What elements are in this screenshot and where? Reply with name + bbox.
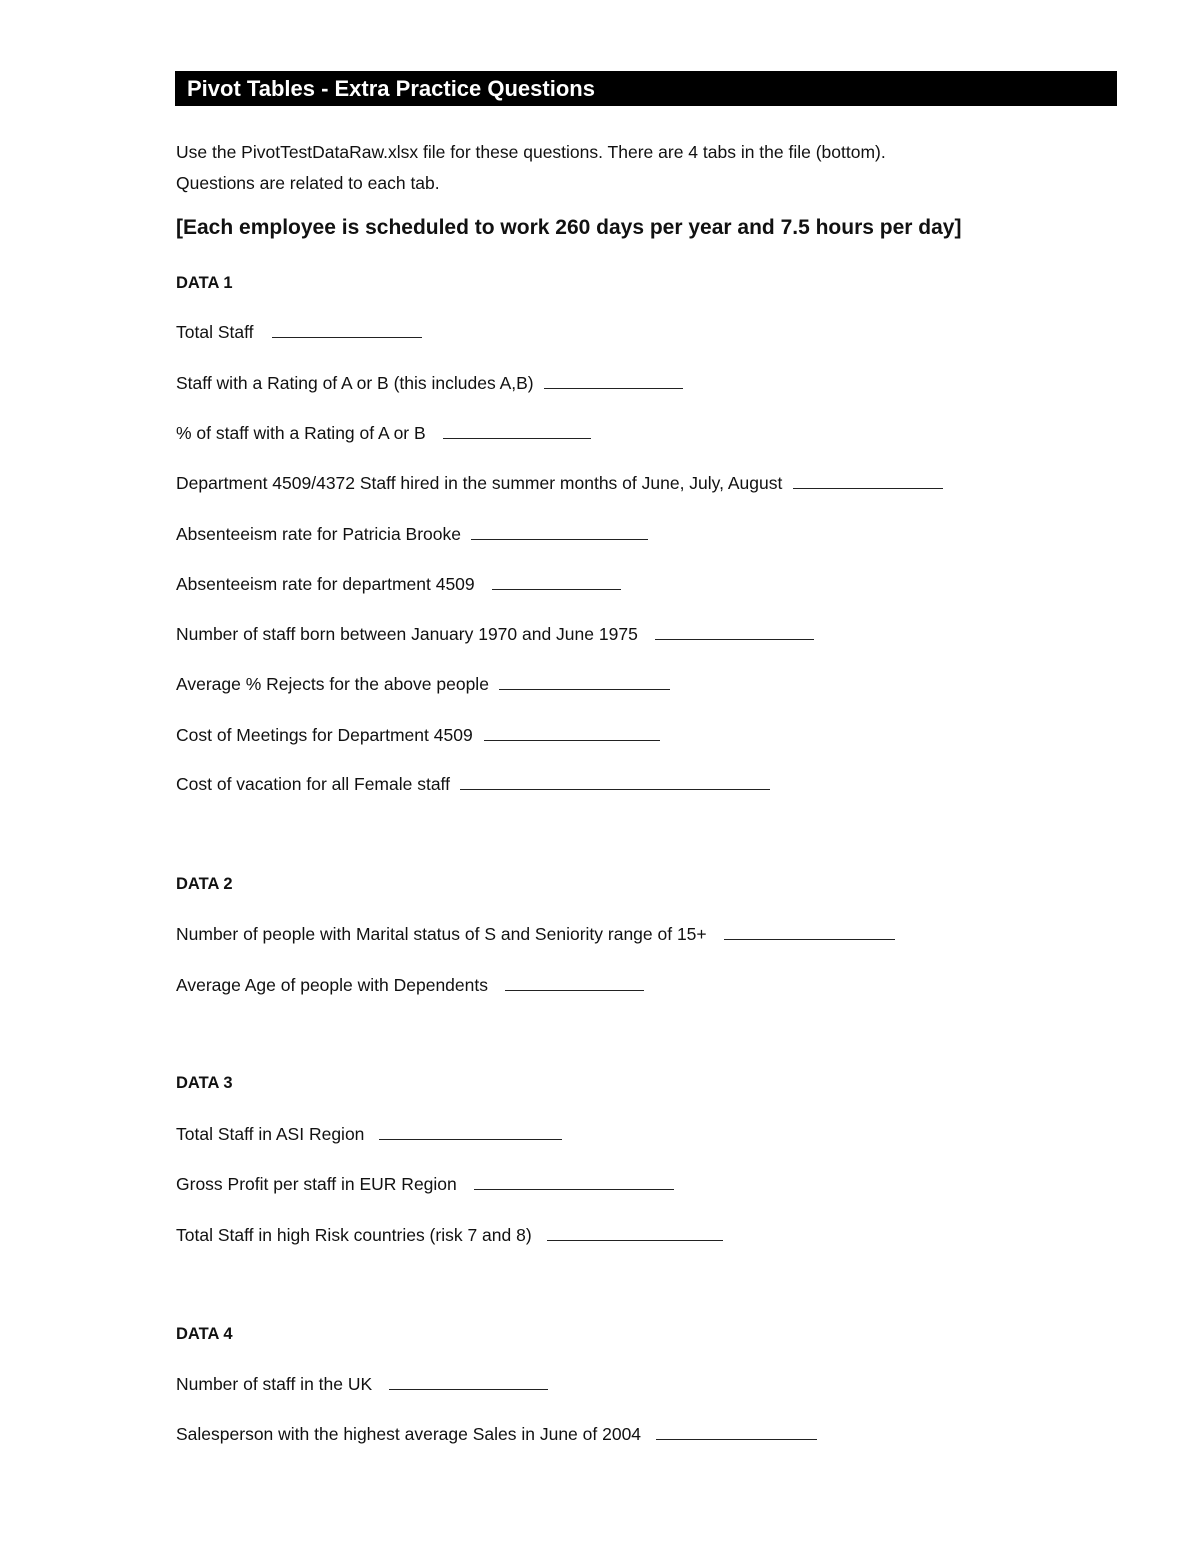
answer-blank[interactable] [443, 422, 591, 439]
section-heading-data-3: DATA 3 [176, 1074, 233, 1092]
question-label: Salesperson with the highest average Sales in June of 2004 [176, 1424, 642, 1444]
question-label: Total Staff in high Risk countries (risk 7 and 8) [176, 1225, 532, 1245]
question-staff-uk [176, 1373, 548, 1395]
page-title: Pivot Tables - Extra Practice Questions [175, 71, 1117, 106]
answer-blank[interactable] [460, 773, 770, 790]
question-marital-seniority [176, 923, 895, 945]
question-born-between [176, 623, 814, 645]
answer-blank[interactable] [793, 472, 943, 489]
question-average-age [176, 974, 644, 996]
answer-blank[interactable] [272, 321, 422, 338]
answer-blank[interactable] [547, 1224, 723, 1241]
answer-blank[interactable] [471, 523, 648, 540]
question-average-rejects [176, 673, 670, 695]
question-percent-rating [176, 422, 591, 444]
question-top-salesperson [176, 1423, 817, 1445]
answer-blank[interactable] [492, 573, 621, 590]
question-gross-profit-eur [176, 1173, 674, 1195]
question-absenteeism-dept [176, 573, 621, 595]
question-cost-meetings [176, 724, 660, 746]
answer-blank[interactable] [655, 623, 814, 640]
answer-blank[interactable] [544, 372, 683, 389]
answer-blank[interactable] [484, 724, 660, 741]
answer-blank[interactable] [474, 1173, 674, 1190]
question-label: Cost of vacation for all Female staff [176, 774, 450, 794]
question-label: Number of people with Marital status of S and Seniority range of 15+ [176, 924, 707, 944]
section-heading-data-4: DATA 4 [176, 1325, 233, 1343]
question-label: Cost of Meetings for Department 4509 [176, 725, 473, 745]
answer-blank[interactable] [499, 673, 670, 690]
question-label: Gross Profit per staff in EUR Region [176, 1174, 457, 1194]
section-heading-data-1: DATA 1 [176, 274, 233, 292]
question-label: Absenteeism rate for Patricia Brooke [176, 524, 461, 544]
question-label: Staff with a Rating of A or B (this includes A,B) [176, 373, 534, 393]
intro-line-1: Use the PivotTestDataRaw.xlsx file for these questions. There are 4 tabs in the file (bottom). [176, 142, 886, 162]
answer-blank[interactable] [724, 923, 895, 940]
question-staff-asi [176, 1123, 562, 1145]
schedule-note: [Each employee is scheduled to work 260 days per year and 7.5 hours per day] [176, 216, 962, 239]
section-heading-data-2: DATA 2 [176, 875, 233, 893]
question-label: Absenteeism rate for department 4509 [176, 574, 475, 594]
question-label: Number of staff in the UK [176, 1374, 373, 1394]
question-label: Department 4509/4372 Staff hired in the summer months of June, July, August [176, 473, 783, 493]
question-high-risk [176, 1224, 723, 1246]
question-label: Total Staff [176, 322, 254, 342]
question-label: Number of staff born between January 1970 and June 1975 [176, 624, 638, 644]
answer-blank[interactable] [505, 974, 644, 991]
question-summer-hires [176, 472, 943, 494]
intro-text [176, 137, 1106, 199]
answer-blank[interactable] [379, 1123, 562, 1140]
question-rating-a-or-b [176, 372, 683, 394]
intro-line-2: Questions are related to each tab. [176, 173, 440, 193]
question-total-staff [176, 321, 422, 343]
question-label: Total Staff in ASI Region [176, 1124, 365, 1144]
question-absenteeism-patricia [176, 523, 648, 545]
answer-blank[interactable] [389, 1373, 548, 1390]
question-label: Average Age of people with Dependents [176, 975, 488, 995]
question-cost-vacation [176, 773, 770, 795]
question-label: % of staff with a Rating of A or B [176, 423, 426, 443]
answer-blank[interactable] [656, 1423, 817, 1440]
question-label: Average % Rejects for the above people [176, 674, 489, 694]
